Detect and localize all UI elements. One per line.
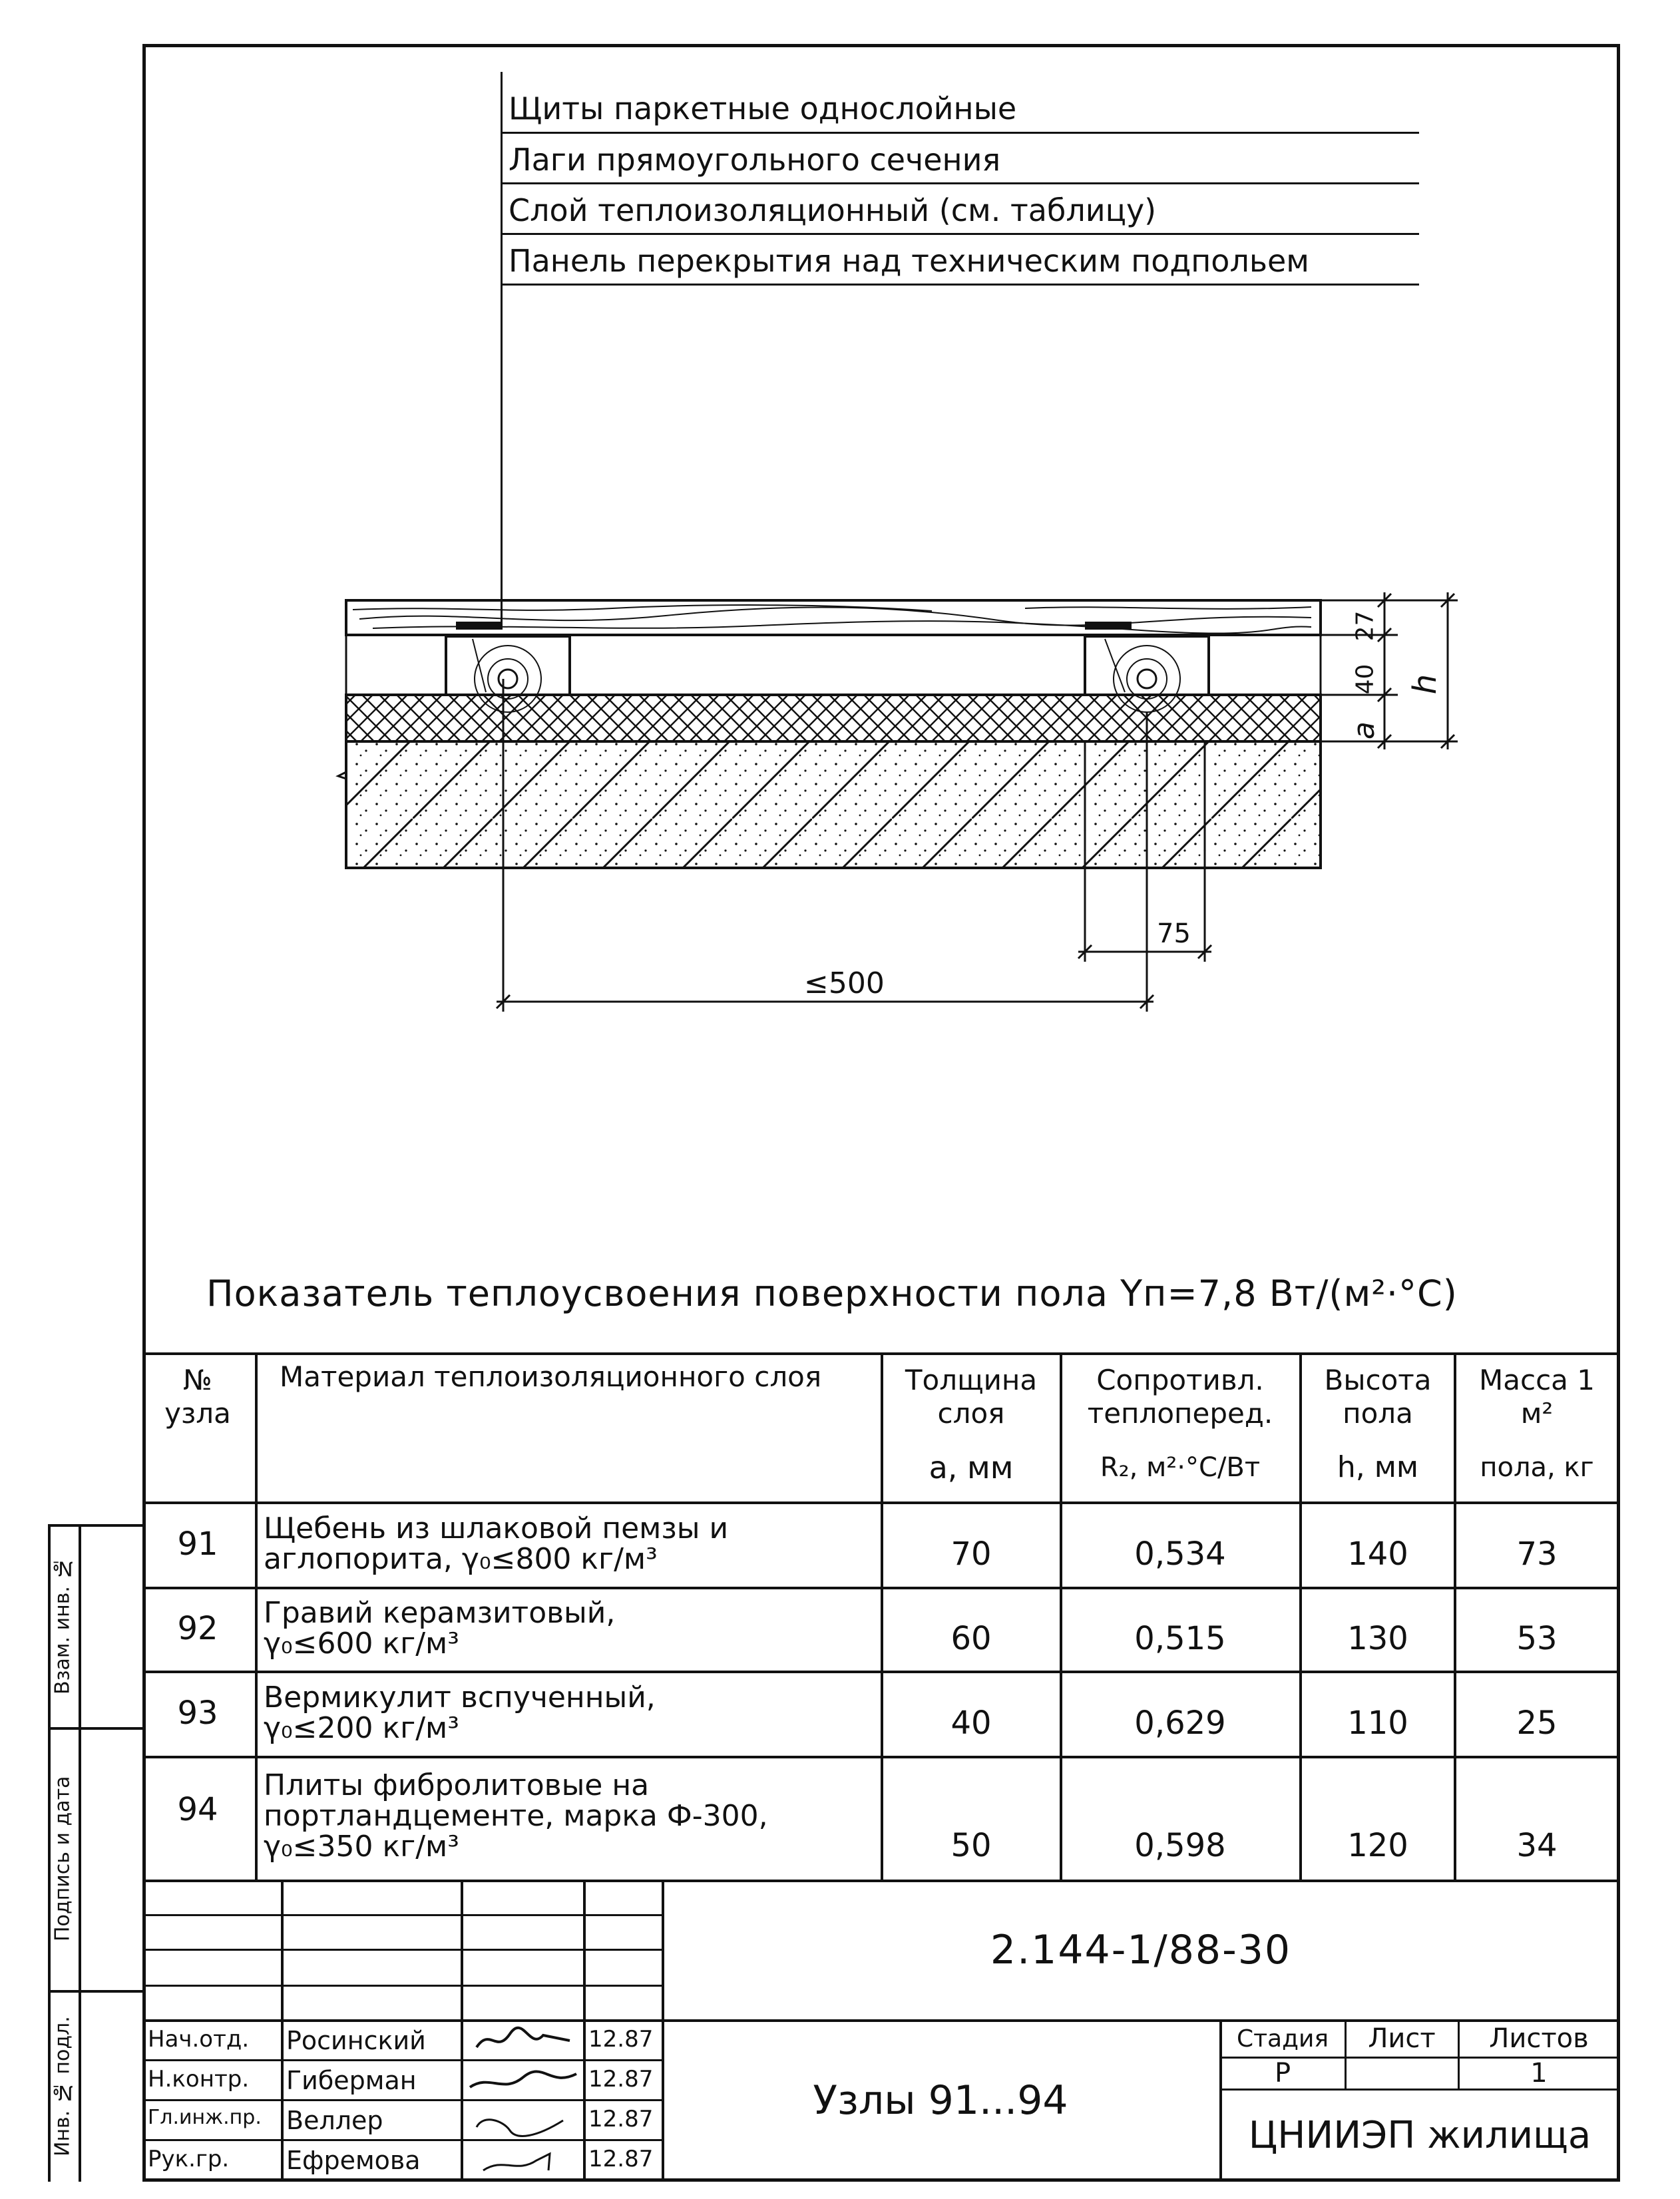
insulation-layer xyxy=(346,695,1321,741)
dim-label-75: 75 xyxy=(1157,918,1191,949)
vertical-dimension-chain xyxy=(1318,592,1458,749)
leader-underline xyxy=(501,284,1419,286)
staff-role: Н.контр. xyxy=(148,2066,250,2093)
organization: ЦНИИЭП жилища xyxy=(1248,2113,1591,2157)
parquet-board-layer xyxy=(346,600,1321,635)
table-row-resistance: 0,629 xyxy=(1134,1704,1226,1742)
stage-label: Стадия xyxy=(1236,2025,1329,2053)
staff-name: Ефремова xyxy=(286,2146,421,2175)
table-row-thickness: 40 xyxy=(950,1704,992,1742)
title-block-line xyxy=(142,2139,662,2141)
dim-label-27: 27 xyxy=(1351,610,1379,642)
table-row-height: 130 xyxy=(1347,1620,1408,1657)
layer-label-slab: Панель перекрытия над техническим подпольем xyxy=(509,243,1309,279)
staff-role: Гл.инж.пр. xyxy=(148,2106,262,2129)
staff-name: Росинский xyxy=(286,2026,426,2055)
table-col-line xyxy=(881,1352,883,1880)
side-label-signature: Подпись и дата xyxy=(51,1776,75,1941)
side-stamp-divider xyxy=(48,1524,145,1527)
table-col-line xyxy=(1299,1352,1302,1880)
title-block-line xyxy=(142,1949,662,1951)
table-row-mass: 53 xyxy=(1516,1620,1558,1657)
title-block-line xyxy=(142,1914,662,1916)
table-row-node: 91 xyxy=(177,1525,218,1563)
header-resistance: Сопротивл. теплоперед. xyxy=(1087,1364,1273,1430)
table-row-node: 93 xyxy=(177,1695,218,1732)
table-row-thickness: 60 xyxy=(950,1620,992,1657)
staff-date: 12.87 xyxy=(588,2146,654,2172)
header-thickness: Толщина слоя xyxy=(905,1364,1038,1430)
staff-date: 12.87 xyxy=(588,2026,654,2053)
staff-date: 12.87 xyxy=(588,2066,654,2093)
side-stamp-divider xyxy=(48,1990,145,1993)
sheets-label: Листов xyxy=(1489,2023,1589,2054)
table-row-material: Вермикулит вспученный, γ₀≤200 кг/м³ xyxy=(264,1681,656,1745)
table-row-resistance: 0,534 xyxy=(1134,1535,1226,1573)
title-block-line xyxy=(1345,2019,1347,2090)
header-mass: Масса 1 м² xyxy=(1479,1364,1595,1430)
leader-underline xyxy=(501,233,1419,235)
side-stamp-line xyxy=(79,1524,81,2182)
header-node: № узла xyxy=(164,1364,231,1430)
table-row-thickness: 70 xyxy=(950,1535,992,1573)
dim-label-40: 40 xyxy=(1351,664,1379,695)
leader-underline xyxy=(501,182,1419,184)
staff-name: Гиберман xyxy=(286,2066,417,2095)
table-row-material: Щебень из шлаковой пемзы и аглопорита, γ₀≤800 кг/м³ xyxy=(264,1511,729,1576)
staff-role: Рук.гр. xyxy=(148,2146,230,2172)
title-block-line xyxy=(142,1985,662,1987)
layer-label-joists: Лаги прямоугольного сечения xyxy=(509,142,1001,178)
layer-label-insulation: Слой теплоизоляционный (см. таблицу) xyxy=(509,192,1157,228)
title-block-line xyxy=(142,2099,662,2101)
header-height: Высота пола xyxy=(1324,1364,1432,1430)
table-row-resistance: 0,515 xyxy=(1134,1620,1226,1657)
title-block-line xyxy=(1219,2089,1620,2091)
title-block-line xyxy=(142,2059,662,2061)
table-row-mass: 73 xyxy=(1516,1535,1558,1573)
table-col-line xyxy=(1060,1352,1062,1880)
staff-name: Веллер xyxy=(286,2106,383,2135)
table-row-mass: 25 xyxy=(1516,1704,1558,1742)
header-material: Материал теплоизоляционного слоя xyxy=(280,1360,822,1393)
table-row-node: 92 xyxy=(177,1610,218,1647)
slab-layer xyxy=(338,741,1321,868)
table-row-material: Плиты фибролитовые на портландцементе, марка Ф-300, γ₀≤350 кг/м³ xyxy=(264,1768,768,1864)
title-block-line xyxy=(281,1880,284,2182)
table-row-height: 140 xyxy=(1347,1535,1408,1573)
staff-role: Нач.отд. xyxy=(148,2026,250,2053)
signature-scribbles xyxy=(463,2021,582,2180)
header-mass-unit: пола, кг xyxy=(1480,1452,1594,1483)
dim-label-a: a xyxy=(1347,721,1381,739)
leader-underline xyxy=(501,132,1419,134)
table-row-node: 94 xyxy=(177,1791,218,1828)
table-row-height: 120 xyxy=(1347,1827,1408,1864)
sheet-label: Лист xyxy=(1368,2023,1436,2054)
title-block-line xyxy=(1458,2019,1460,2090)
table-row-resistance: 0,598 xyxy=(1134,1827,1226,1864)
table-row-material: Гравий керамзитовый, γ₀≤600 кг/м³ xyxy=(264,1596,616,1661)
layer-label-parquet: Щиты паркетные однослойные xyxy=(509,91,1017,126)
side-label-inventory: Инв. № подл. xyxy=(51,2016,75,2157)
title-block-line xyxy=(583,1880,586,2182)
table-row-thickness: 50 xyxy=(950,1827,992,1864)
stage-value: Р xyxy=(1274,2058,1291,2089)
floor-section-drawing xyxy=(333,579,1531,1032)
drawing-title: Узлы 91...94 xyxy=(813,2077,1068,2124)
table-row-height: 110 xyxy=(1347,1704,1408,1742)
header-resistance-unit: R₂, м²·°С/Вт xyxy=(1100,1452,1261,1483)
dim-label-500: ≤500 xyxy=(804,966,885,1000)
side-label-replacement: Взам. инв. № xyxy=(51,1556,75,1695)
table-col-line xyxy=(1454,1352,1456,1880)
table-col-line xyxy=(255,1352,258,1880)
document-code: 2.144-1/88-30 xyxy=(990,1927,1292,1973)
dim-label-h: h xyxy=(1406,674,1444,695)
header-thickness-unit: a, мм xyxy=(929,1450,1014,1486)
header-height-unit: h, мм xyxy=(1337,1450,1419,1484)
sheets-value: 1 xyxy=(1530,2058,1548,2089)
table-row-mass: 34 xyxy=(1516,1827,1558,1864)
heat-absorption-caption: Показатель теплоусвоения поверхности пола Yп=7,8 Вт/(м²·°С) xyxy=(206,1273,1458,1314)
side-stamp-divider xyxy=(48,1727,145,1730)
leader-line xyxy=(501,72,503,624)
staff-date: 12.87 xyxy=(588,2106,654,2132)
